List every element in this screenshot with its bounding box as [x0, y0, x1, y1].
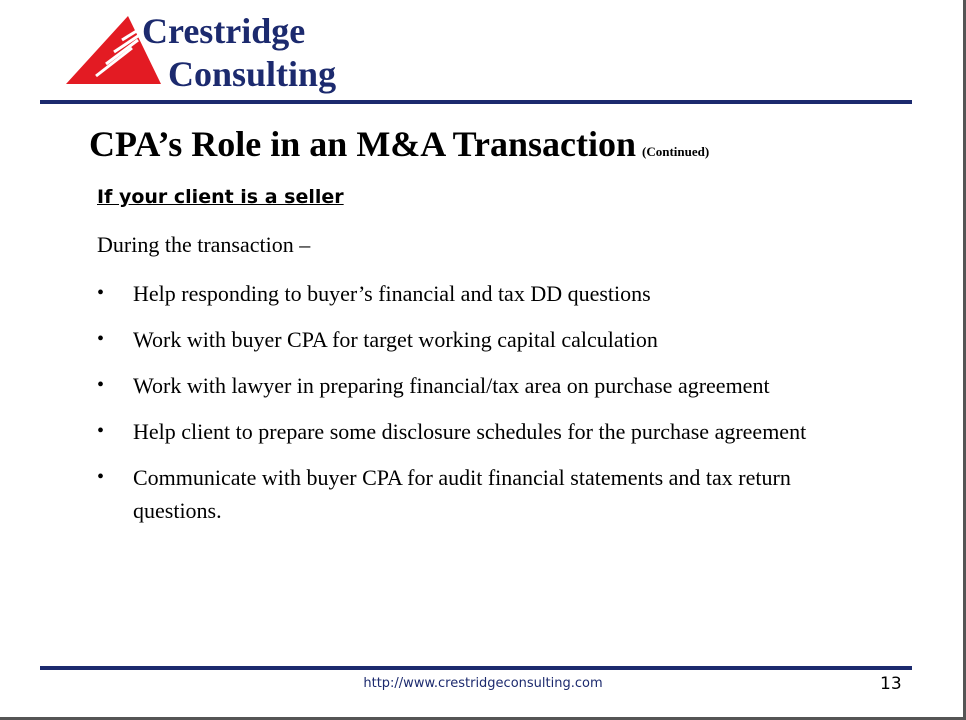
bullet-text: Work with lawyer in preparing financial/tax area on purchase agreement: [133, 373, 770, 398]
bullet-text: Help responding to buyer’s financial and tax DD questions: [133, 281, 651, 306]
bullet-text: Help client to prepare some disclosure schedules for the purchase agreement: [133, 419, 807, 444]
list-item: [97, 369, 817, 402]
footer-divider: [40, 666, 912, 670]
bullet-list: [97, 277, 817, 540]
brand-name-line1: Crestridge: [142, 11, 306, 51]
slide-subheading: If your client is a seller: [97, 186, 344, 208]
page-number: 13: [880, 674, 902, 694]
bullet-dot-icon: •: [97, 374, 105, 396]
list-item: [97, 415, 817, 448]
slide-intro: During the transaction –: [97, 232, 311, 257]
bullet-dot-icon: •: [97, 466, 105, 488]
bullet-dot-icon: •: [97, 282, 105, 304]
list-item: [97, 461, 817, 527]
list-item: [97, 277, 817, 310]
brand-name-line2: Consulting: [168, 54, 337, 94]
bullet-text: Work with buyer CPA for target working capital calculation: [133, 327, 658, 352]
list-item: [97, 323, 817, 356]
bullet-dot-icon: •: [97, 328, 105, 350]
bullet-dot-icon: •: [97, 420, 105, 442]
slide-title-suffix: (Continued): [642, 144, 710, 159]
slide-title: [89, 121, 709, 175]
footer-url-link[interactable]: http://www.crestridgeconsulting.com: [363, 676, 603, 691]
bullet-text: Communicate with buyer CPA for audit financial statements and tax return questions.: [133, 465, 791, 523]
header-divider: [40, 100, 912, 104]
slide-title-text: CPA’s Role in an M&A Transaction: [89, 124, 636, 164]
